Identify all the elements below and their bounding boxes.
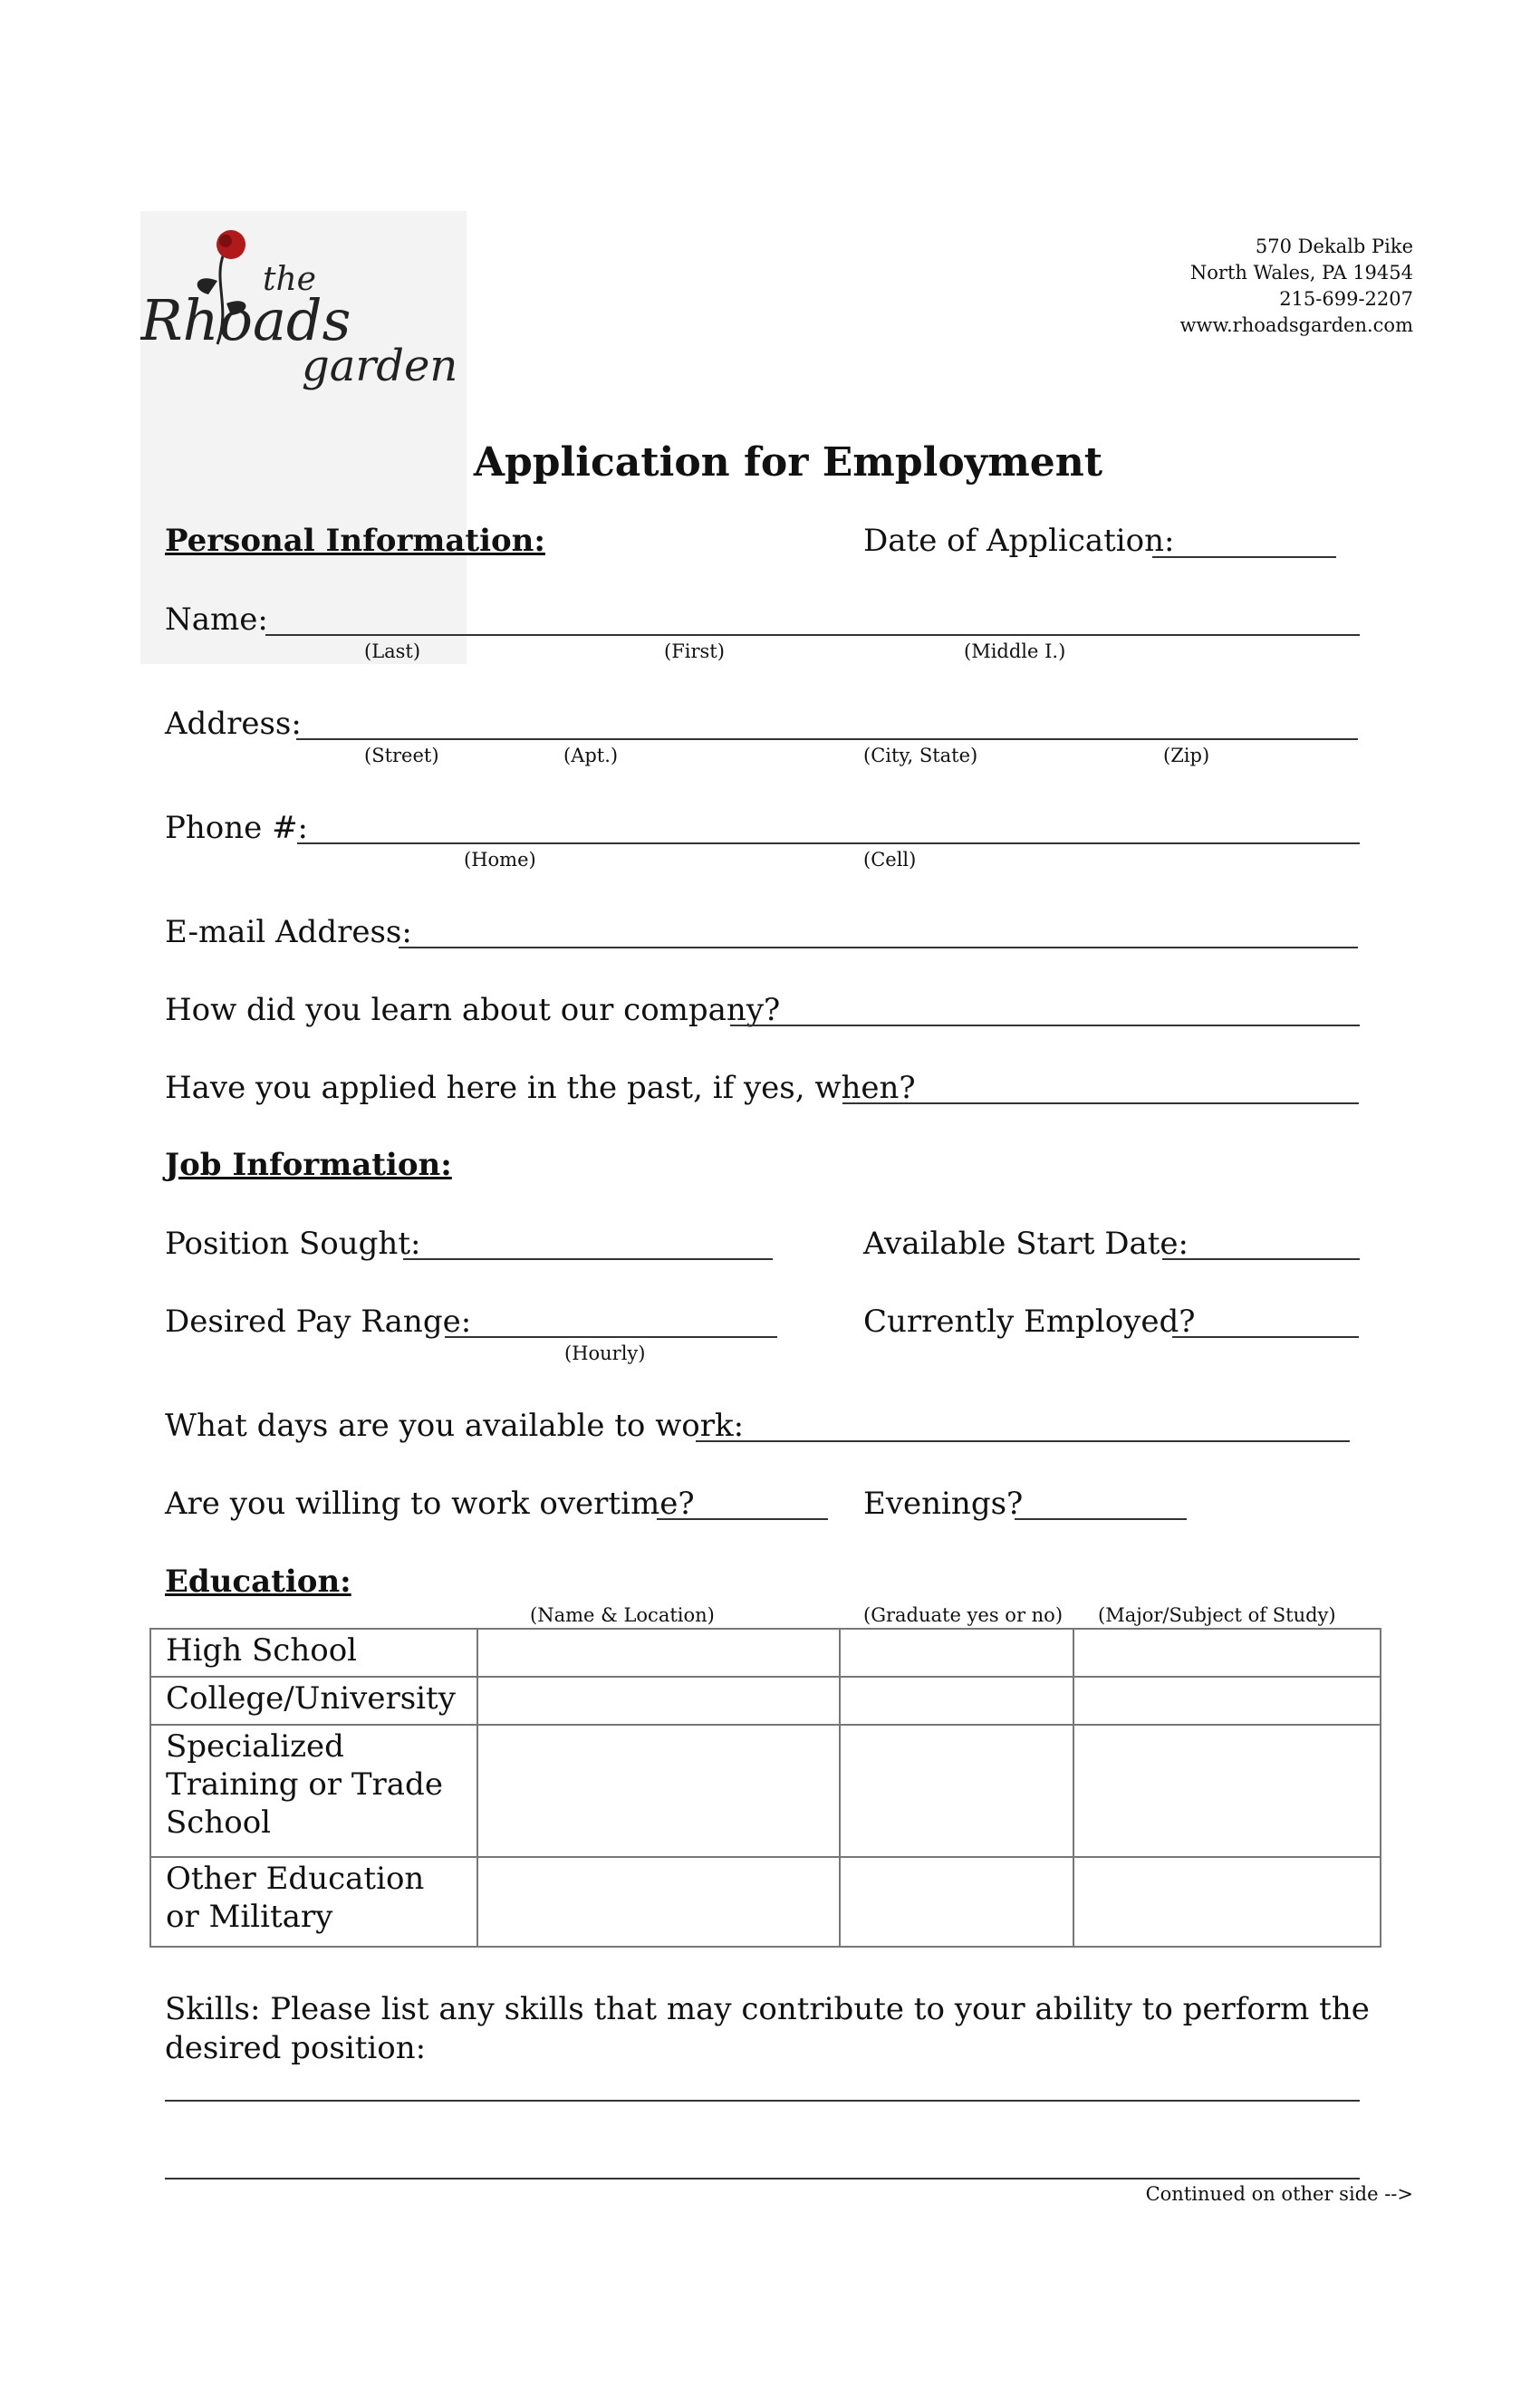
edu-graduate-cell[interactable] bbox=[840, 1857, 1073, 1947]
employed-field[interactable] bbox=[1172, 1336, 1359, 1338]
edu-graduate-cell[interactable] bbox=[840, 1629, 1073, 1677]
start-date-label: Available Start Date: bbox=[863, 1226, 1189, 1262]
edu-name-location-cell[interactable] bbox=[477, 1629, 840, 1677]
overtime-label: Are you willing to work overtime? bbox=[165, 1486, 695, 1522]
edu-name-location-cell[interactable] bbox=[477, 1677, 840, 1725]
edu-hint-major: (Major/Subject of Study) bbox=[1098, 1604, 1336, 1626]
page-title: Application for Employment bbox=[473, 439, 1103, 486]
edu-hint-name-location: (Name & Location) bbox=[530, 1604, 715, 1626]
name-field[interactable] bbox=[265, 634, 1360, 636]
address-hint-apt: (Apt.) bbox=[563, 745, 619, 766]
address-hint-zip: (Zip) bbox=[1163, 745, 1210, 766]
logo-the: the bbox=[263, 261, 316, 298]
skills-line-2[interactable] bbox=[165, 2178, 1360, 2179]
skills-line-1[interactable] bbox=[165, 2100, 1360, 2102]
edu-major-cell[interactable] bbox=[1073, 1857, 1381, 1947]
position-field[interactable] bbox=[403, 1258, 773, 1260]
company-phone: 215-699-2207 bbox=[1279, 288, 1413, 310]
phone-label: Phone #: bbox=[165, 810, 309, 846]
edu-name-location-cell[interactable] bbox=[477, 1857, 840, 1947]
personal-heading: Personal Information: bbox=[165, 523, 545, 559]
edu-row-label: Other Education or Military bbox=[150, 1857, 477, 1947]
logo-rhoads: Rhoads bbox=[140, 287, 351, 353]
start-date-field[interactable] bbox=[1162, 1258, 1360, 1260]
edu-row-label: High School bbox=[150, 1629, 477, 1677]
employed-label: Currently Employed? bbox=[863, 1304, 1196, 1340]
learn-label: How did you learn about our company? bbox=[165, 992, 781, 1028]
phone-field[interactable] bbox=[297, 842, 1360, 844]
address-field[interactable] bbox=[296, 738, 1358, 740]
edu-major-cell[interactable] bbox=[1073, 1629, 1381, 1677]
evenings-label: Evenings? bbox=[863, 1486, 1024, 1522]
table-row bbox=[150, 1677, 1381, 1725]
logo-garden: garden bbox=[302, 341, 458, 391]
pay-field[interactable] bbox=[445, 1336, 777, 1338]
continued-note: Continued on other side --> bbox=[1145, 2183, 1413, 2205]
edu-major-cell[interactable] bbox=[1073, 1677, 1381, 1725]
education-table bbox=[149, 1628, 1381, 1948]
address-hint-city: (City, State) bbox=[863, 745, 978, 766]
address-line1: 570 Dekalb Pike bbox=[1255, 236, 1413, 257]
phone-hint-cell: (Cell) bbox=[863, 849, 917, 871]
applied-field[interactable] bbox=[842, 1102, 1359, 1104]
edu-row-label: Specialized Training or Trade School bbox=[150, 1725, 477, 1857]
address-label: Address: bbox=[165, 706, 302, 742]
edu-hint-graduate: (Graduate yes or no) bbox=[863, 1604, 1064, 1626]
table-row bbox=[150, 1857, 1381, 1947]
edu-name-location-cell[interactable] bbox=[477, 1725, 840, 1857]
email-field[interactable] bbox=[399, 947, 1358, 948]
days-label: What days are you available to work: bbox=[165, 1408, 745, 1444]
address-hint-street: (Street) bbox=[364, 745, 439, 766]
edu-graduate-cell[interactable] bbox=[840, 1677, 1073, 1725]
phone-hint-home: (Home) bbox=[464, 849, 536, 871]
company-address bbox=[1180, 234, 1413, 339]
pay-label: Desired Pay Range: bbox=[165, 1304, 472, 1340]
name-hint-middle: (Middle I.) bbox=[964, 640, 1066, 662]
evenings-field[interactable] bbox=[1015, 1518, 1187, 1520]
overtime-field[interactable] bbox=[657, 1518, 828, 1520]
date-label: Date of Application: bbox=[863, 523, 1175, 559]
learn-field[interactable] bbox=[730, 1025, 1360, 1026]
skills-label: Skills: Please list any skills that may contribute to your ability to perform the desired position: bbox=[165, 1991, 1370, 2066]
table-row bbox=[150, 1629, 1381, 1677]
name-hint-first: (First) bbox=[664, 640, 725, 662]
name-hint-last: (Last) bbox=[364, 640, 421, 662]
edu-major-cell[interactable] bbox=[1073, 1725, 1381, 1857]
company-logo bbox=[140, 226, 467, 408]
table-row bbox=[150, 1725, 1381, 1857]
days-field[interactable] bbox=[696, 1440, 1350, 1442]
edu-row-label: College/University bbox=[150, 1677, 477, 1725]
position-label: Position Sought: bbox=[165, 1226, 421, 1262]
job-heading: Job Information: bbox=[165, 1147, 452, 1183]
email-label: E-mail Address: bbox=[165, 914, 412, 950]
pay-hint: (Hourly) bbox=[564, 1342, 646, 1364]
address-line2: North Wales, PA 19454 bbox=[1189, 262, 1413, 284]
date-field[interactable] bbox=[1152, 556, 1336, 558]
name-label: Name: bbox=[165, 601, 268, 638]
education-heading: Education: bbox=[165, 1564, 351, 1600]
edu-graduate-cell[interactable] bbox=[840, 1725, 1073, 1857]
company-website: www.rhoadsgarden.com bbox=[1179, 314, 1413, 336]
applied-label: Have you applied here in the past, if yes, when? bbox=[165, 1070, 916, 1106]
